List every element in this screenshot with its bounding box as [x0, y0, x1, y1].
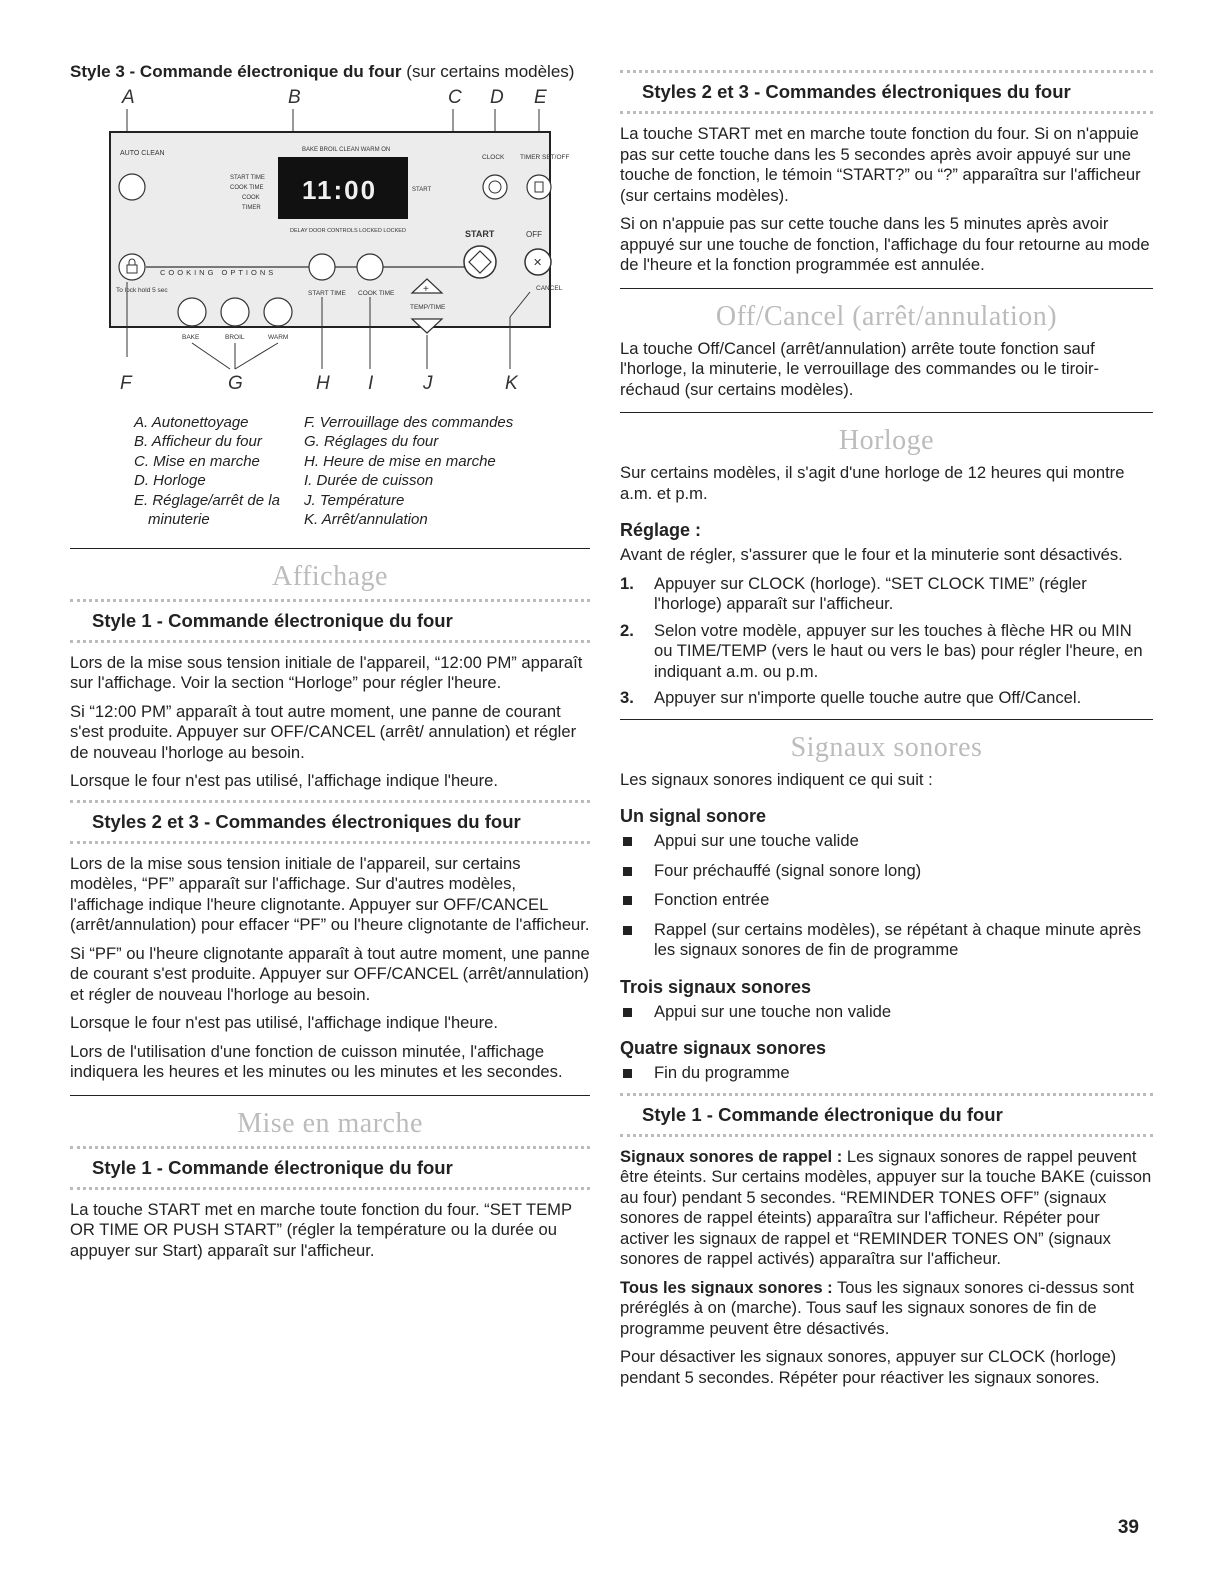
display-start-label: START [412, 186, 432, 193]
letter-h: H [316, 372, 330, 394]
legend-item: E. Réglage/arrêt de la minuterie [134, 491, 280, 528]
start-time-btn-label: START TIME [308, 289, 346, 297]
list-item: Appui sur une touche non valide [620, 1002, 1153, 1023]
section-heading-off-cancel: Off/Cancel (arrêt/annulation) [715, 300, 1058, 332]
legend-item: I. Durée de cuisson [304, 472, 434, 489]
letter-e: E [534, 86, 547, 108]
letter-b: B [288, 86, 301, 108]
paragraph: Lors de l'utilisation d'une fonction de cuisson minutée, l'affichage indiquera les heures et les minutes ou les minutes et les secondes. [70, 1041, 563, 1081]
start-time-button [309, 254, 335, 280]
subheading-reglage: Réglage : [620, 520, 702, 540]
section-rule [70, 1095, 590, 1096]
cook-time-button [357, 254, 383, 280]
letter-i: I [368, 372, 374, 394]
paragraph: La touche Off/Cancel (arrêt/annulation) arrête toute fonction sauf l'horloge, la minuterie, le verrouillage des commandes ou le tiroir-réchaud (sur certains modèles). [620, 338, 1100, 399]
list-item [620, 574, 1153, 615]
legend-item: C. Mise en marche [134, 452, 260, 470]
tous-label: Tous les signaux sonores : [620, 1277, 833, 1297]
svg-text:✕: ✕ [533, 256, 543, 269]
paragraph: Lorsque le four n'est pas utilisé, l'affichage indique l'heure. [70, 1013, 499, 1032]
paragraph: Si on n'appuie pas sur cette touche dans les 5 minutes après avoir appuyé sur une touche de fonction, l'affichage du four retourne au mode de l'heure et la fonction programmée est annulée. [620, 214, 1150, 274]
legend-item: D. Horloge [134, 472, 206, 489]
broil-label: BROIL [225, 333, 245, 341]
left-column [70, 62, 590, 1269]
stripe-divider [70, 1187, 590, 1190]
section-heading-affichage: Affichage [272, 560, 388, 592]
bullet-list [620, 1063, 1153, 1084]
subheading-styles23: Styles 2 et 3 - Commandes électroniques du four [92, 810, 521, 832]
letter-d: D [490, 86, 504, 108]
rappel-text: Les signaux sonores de rappel peuvent être éteints. Sur certains modèles, appuyer sur la touche BAKE (cuisson au four) pendant 5 secondes. “REMINDER TONES OFF” (signaux sonores de rappel éteints) apparaîtra sur l'afficheur. Répéter pour activer les signaux de rappel et “REMINDER TONES ON” (signaux sonores de rappel activés) apparaîtra sur l'afficheur. [620, 1146, 1152, 1268]
style3-title-suffix: (sur certains modèles) [401, 62, 575, 81]
stripe-divider [620, 1134, 1153, 1137]
clock-button [483, 175, 507, 199]
subheading-style1: Style 1 - Commande électronique du four [642, 1103, 1003, 1125]
paragraph: La touche START met en marche toute fonction du four. “SET TEMP OR TIME OR PUSH START” (régler la température ou la durée ou appuyer sur Start) apparaît sur l'afficheur. [70, 1199, 572, 1260]
section-rule [620, 412, 1153, 413]
stripe-divider [620, 111, 1153, 114]
legend-item: G. Réglages du four [304, 433, 439, 450]
stripe-divider [620, 1093, 1153, 1096]
legend-item: H. Heure de mise en marche [304, 452, 496, 470]
clock-label: CLOCK [482, 153, 505, 161]
timer-setoff-label: TIMER SET/OFF [520, 153, 570, 161]
paragraph: Lors de la mise sous tension initiale de l'appareil, “12:00 PM” apparaît sur l'affichage. Voir la section “Horloge” pour régler l'heure. [70, 652, 583, 692]
temp-time-label: TEMP/TIME [410, 303, 446, 311]
subheading-un-signal: Un signal sonore [620, 806, 767, 826]
style3-heading [70, 62, 590, 83]
display-start-time-label: START TIME [230, 174, 265, 181]
step-text: Appuyer sur CLOCK (horloge). “SET CLOCK TIME” (régler l'horloge) apparaît sur l'afficheur. [654, 573, 1087, 613]
cooking-options-label: COOKING OPTIONS [160, 267, 277, 277]
oven-control-diagram [80, 86, 570, 407]
list-item: Rappel (sur certains modèles), se répétant à chaque minute après les signaux sonores de fin de programme [620, 920, 1153, 961]
legend-column-1 [134, 413, 304, 530]
display-cook-time-label: COOK TIME [230, 184, 264, 191]
cook-time-btn-label: COOK TIME [358, 289, 395, 297]
section-heading-signaux: Signaux sonores [790, 731, 983, 763]
stripe-divider [70, 800, 590, 803]
subheading-quatre-signaux: Quatre signaux sonores [620, 1038, 827, 1058]
display-timer-label: TIMER [242, 204, 261, 211]
section-rule [620, 719, 1153, 720]
stripe-divider [620, 70, 1153, 73]
list-item [620, 621, 1153, 683]
clock-steps-list [620, 574, 1153, 709]
letter-g: G [228, 372, 243, 394]
letter-j: J [423, 372, 433, 394]
legend-item: F. Verrouillage des commandes [304, 413, 514, 431]
stripe-divider [70, 841, 590, 844]
right-column [620, 70, 1153, 1396]
control-panel-svg [80, 86, 570, 407]
paragraph [620, 1147, 1153, 1270]
style3-title: Style 3 - Commande électronique du four [70, 62, 402, 81]
step-number: 2. [620, 620, 634, 640]
list-item: Four préchauffé (signal sonore long) [620, 861, 1153, 882]
auto-clean-button [119, 174, 145, 200]
paragraph: Lorsque le four n'est pas utilisé, l'affichage indique l'heure. [70, 771, 499, 790]
display-cook-label: COOK [242, 194, 260, 201]
to-lock-label: To lock hold 5 sec [116, 286, 168, 294]
letter-f: F [120, 372, 132, 394]
bake-label: BAKE [182, 333, 200, 341]
list-item: Fin du programme [620, 1063, 1153, 1084]
display-status-labels: DELAY DOOR CONTROLS LOCKED LOCKED [290, 227, 406, 234]
subheading-trois-signaux: Trois signaux sonores [620, 976, 812, 997]
warm-label: WARM [268, 333, 289, 341]
list-item [620, 688, 1153, 709]
section-heading-mise-en-marche: Mise en marche [237, 1107, 423, 1139]
stripe-divider [70, 640, 590, 643]
paragraph: La touche START met en marche toute fonction du four. Si on n'appuie pas sur cette touche dans les 5 secondes après avoir appuyé sur une touche de fonction, le témoin “START?” ou “?” apparaîtra sur l'afficheur (sur certains modèles). [620, 124, 1141, 205]
paragraph [620, 1278, 1153, 1340]
subheading-styles23: Styles 2 et 3 - Commandes électroniques du four [642, 81, 1071, 102]
section-rule [70, 548, 590, 549]
paragraph: Si “12:00 PM” apparaît à tout autre moment, une panne de courant s'est produite. Appuyer sur OFF/CANCEL (arrêt/ annulation) et régler de nouveau l'horloge au besoin. [70, 701, 577, 762]
legend-item: K. Arrêt/annulation [304, 511, 428, 528]
letter-a: A [122, 86, 135, 108]
step-number: 3. [620, 688, 634, 707]
cancel-label: CANCEL [536, 284, 563, 292]
step-text: Selon votre modèle, appuyer sur les touches à flèche HR ou MIN ou TIME/TEMP (vers le haut ou vers le bas) pour régler l'heure, en indiquant a.m. ou p.m. [654, 620, 1143, 681]
section-heading-horloge: Horloge [838, 425, 935, 456]
bullet-list [620, 1002, 1153, 1023]
start-label: START [465, 228, 495, 239]
paragraph: Avant de régler, s'assurer que le four et la minuterie sont désactivés. [620, 545, 1123, 564]
diagram-legend [70, 413, 590, 530]
display-time: 11:00 [302, 174, 378, 205]
step-number: 1. [620, 573, 634, 593]
section-rule [620, 288, 1153, 289]
stripe-divider [70, 1146, 590, 1149]
tous-text: Tous les signaux sonores ci-dessus sont préréglés à on (marche). Tous sauf les signaux sonores de fin de programme peuvent être désactivés. [620, 1277, 1135, 1338]
paragraph: Sur certains modèles, il s'agit d'une horloge de 12 heures qui montre a.m. et p.m. [620, 463, 1125, 503]
page-number: 39 [1117, 1517, 1139, 1538]
lock-button [119, 254, 145, 280]
paragraph: Les signaux sonores indiquent ce qui suit : [620, 769, 933, 789]
broil-button [221, 298, 249, 326]
off-label: OFF [526, 229, 542, 239]
letter-k: K [505, 372, 518, 394]
legend-column-2 [304, 413, 544, 530]
letter-c: C [448, 86, 462, 108]
warm-button [264, 298, 292, 326]
subheading-style1: Style 1 - Commande électronique du four [92, 609, 453, 631]
list-item: Appui sur une touche valide [620, 831, 1153, 852]
bullet-list [620, 831, 1153, 961]
auto-clean-label: AUTO CLEAN [120, 149, 165, 157]
svg-text:+: + [423, 283, 429, 295]
list-item: Fonction entrée [620, 890, 1153, 911]
paragraph: Pour désactiver les signaux sonores, appuyer sur CLOCK (horloge) pendant 5 secondes. Répéter pour réactiver les signaux sonores. [620, 1347, 1117, 1387]
legend-item: A. Autonettoyage [134, 413, 249, 431]
bake-button [178, 298, 206, 326]
display-top-labels: BAKE BROIL CLEAN WARM ON [302, 146, 391, 153]
legend-item: J. Température [304, 491, 405, 509]
stripe-divider [70, 599, 590, 602]
paragraph: Lors de la mise sous tension initiale de l'appareil, sur certains modèles, “PF” apparaît sur l'affichage. Sur d'autres modèles, l'affichage indique l'heure clignotante. Appuyer sur OFF/CANCEL (arrêt/annulation) pour effacer “PF” ou l'heure clignotante de l'afficheur. [70, 853, 590, 934]
rappel-label: Signaux sonores de rappel : [620, 1146, 843, 1166]
paragraph: Si “PF” ou l'heure clignotante apparaît à tout autre moment, une panne de courant s'est produite. Appuyer sur OFF/CANCEL (arrêt/annulation) et régler de nouveau l'horloge au besoin. [70, 943, 590, 1004]
timer-button [527, 175, 551, 199]
subheading-style1: Style 1 - Commande électronique du four [92, 1156, 453, 1178]
step-text: Appuyer sur n'importe quelle touche autre que Off/Cancel. [654, 688, 1082, 707]
legend-item: B. Afficheur du four [134, 433, 262, 450]
